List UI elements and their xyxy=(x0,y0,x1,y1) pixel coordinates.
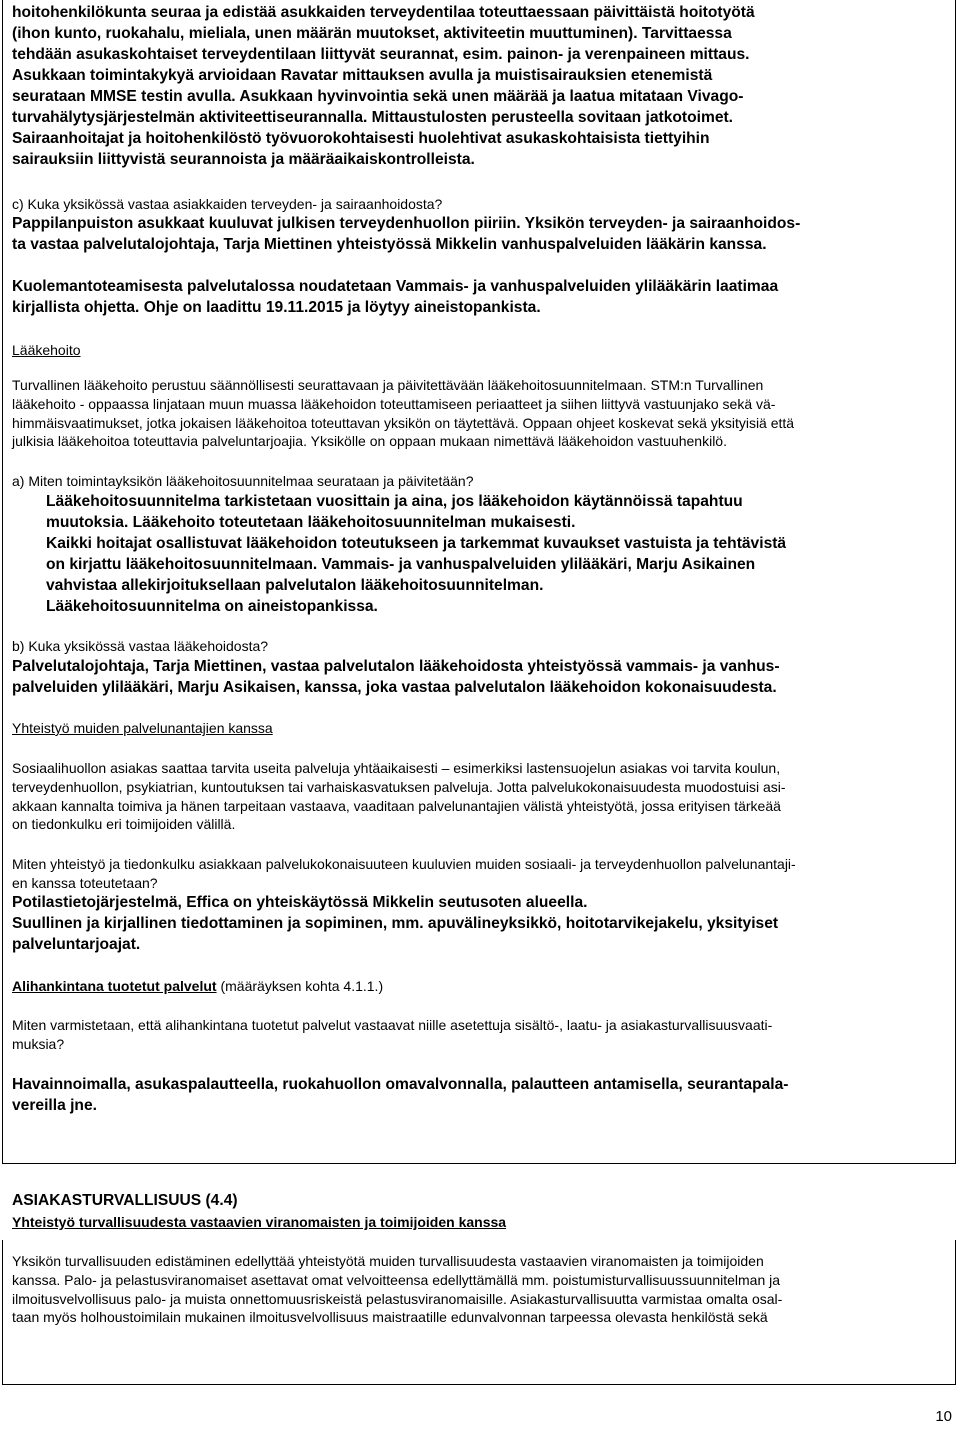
question-subcontracting xyxy=(12,1016,946,1054)
heading-subcontracting xyxy=(12,977,946,996)
question-cooperation xyxy=(12,855,946,893)
text-line: Miten yhteistyö ja tiedonkulku asiakkaan palvelukokonaisuuteen kuuluvien muiden sosiaali- ja terveydenhuollon palvelunantaji- xyxy=(12,856,796,872)
text-line: Asukkaan toimintakykyä arvioidaan Ravatar mittauksen avulla ja muistisairauksien etenemistä xyxy=(12,67,713,84)
text-line: Yksikön turvallisuuden edistäminen edellyttää yhteistyötä muiden turvallisuudesta vastaavien viranomaisten ja toimijoiden xyxy=(12,1253,764,1269)
text-line: Pappilanpuiston asukkaat kuuluvat julkisen terveydenhuollon piiriin. Yksikön terveyden- ja sairaanhoidos- xyxy=(12,215,801,232)
question-b xyxy=(12,637,946,656)
text-line: Palvelutalojohtaja, Tarja Miettinen, vastaa palvelutalon lääkehoidosta yhteistyössä vammais- ja vanhus- xyxy=(12,658,780,675)
text-line: seurataan MMSE testin avulla. Asukkaan hyvinvointia sekä unen määrää ja laatua mitataan Vivago- xyxy=(12,88,744,105)
text-line: Potilastietojärjestelmä, Effica on yhteiskäytössä Mikkelin seutusoten alueella. xyxy=(12,894,588,911)
death-confirmation-paragraph xyxy=(12,276,946,318)
text-line: tehdään asukaskohtaiset terveydentilaan liittyvät seurannat, esim. painon- ja verenpaineen mittaus. xyxy=(12,46,750,63)
heading-safety-cooperation xyxy=(12,1213,946,1232)
question-text: a) Miten toimintayksikön lääkehoitosuunnitelmaa seurataan ja päivitetään? xyxy=(12,473,474,489)
answer-b xyxy=(12,656,946,698)
text-line: Sairaanhoitajat ja hoitohenkilöstö työvuorokohtaisesti huolehtivat asukaskohtaisista tiettyihin xyxy=(12,130,710,147)
section-heading: Alihankintana tuotetut palvelut xyxy=(12,978,217,994)
section-heading-suffix: (määräyksen kohta 4.1.1.) xyxy=(216,978,384,994)
text-line: vahvistaa allekirjoituksellaan palvelutalon lääkehoitosuunnitelman. xyxy=(46,577,544,594)
text-line: Miten varmistetaan, että alihankintana tuotetut palvelut vastaavat niille asetettuja sisältö-, laatu- ja asiakasturvallisuusvaati- xyxy=(12,1017,773,1033)
question-text: c) Kuka yksikössä vastaa asiakkaiden terveyden- ja sairaanhoidosta? xyxy=(12,196,443,212)
section-heading: ASIAKASTURVALLISUUS (4.4) xyxy=(12,1192,238,1209)
text-line: (ihon kunto, ruokahalu, mieliala, unen määrän muutokset, aktiviteetin muuttuminen). Tarvittaessa xyxy=(12,25,732,42)
text-line: akkaan kannalta toimiva ja hänen tarpeitaan vastaava, vaaditaan palvelunantajien välistä yhteistyötä, jossa erityisen tärkeää xyxy=(12,797,781,814)
text-line: kanssa. Palo- ja pelastusviranomaiset asettavat omat velvoitteensa edellyttämällä mm. poistumisturvallisuussuunnitelman ja xyxy=(12,1271,781,1288)
text-line: Turvallinen lääkehoito perustuu säännöllisesti seurattavaan ja päivitettävään lääkehoitosuunnitelmaan. STM:n Turvallinen xyxy=(12,377,764,393)
question-c xyxy=(12,195,946,214)
page-number: 10 xyxy=(935,1408,952,1425)
heading-client-safety xyxy=(12,1192,946,1210)
heading-medication xyxy=(12,341,946,360)
section-heading: Yhteistyö muiden palvelunantajien kanssa xyxy=(12,720,273,736)
text-line: julkisia lääkehoitoa toteuttavia palveluntarjoajia. Yksikölle on oppaan mukaan nimettävä lääkehoidon vastuuhenkilö. xyxy=(12,433,727,450)
text-line: on kirjattu lääkehoitosuunnitelmaan. Vammais- ja vanhuspalveluiden ylilääkäri, Marju Asikainen xyxy=(46,556,756,573)
text-line: muutoksia. Lääkehoito toteutetaan lääkehoitosuunnitelman mukaisesti. xyxy=(46,514,576,531)
text-line: ilmoitusvelvollisuus palo- ja muista onnettomuusriskeistä pelastusviranomaisille. Asiakasturvallisuutta varmistaa omalta osal- xyxy=(12,1290,783,1307)
text-line: taan myös holhoustoimilain mukainen ilmoitusvelvollisuus maistraatille edunvalvonnan tarpeessa olevasta henkilöstä sekä xyxy=(12,1309,768,1326)
text-line: Kuolemantoteamisesta palvelutalossa noudatetaan Vammais- ja vanhuspalveluiden ylilääkärin laatimaa xyxy=(12,278,779,295)
text-line: himmäisvaatimukset, jotka jokaisen lääkehoitoa toteuttavan yksikön on täytettävä. Oppaan ohjeet koskevat sekä yksityisiä että xyxy=(12,414,795,431)
text-line: ta vastaa palvelutalojohtaja, Tarja Miettinen yhteistyössä Mikkelin vanhuspalveluiden lääkärin kanssa. xyxy=(12,236,767,253)
safety-paragraph xyxy=(12,1252,946,1327)
text-line: lääkehoito - oppaassa linjataan muun muassa lääkehoidon toteuttamiseen periaatteet ja siihen liittyvä vastuunjako sekä vä- xyxy=(12,395,776,412)
text-line: hoitohenkilökunta seuraa ja edistää asukkaiden terveydentilaa toteuttaessaan päivittäistä hoitotyötä xyxy=(12,4,755,21)
answer-c xyxy=(12,213,946,255)
heading-cooperation xyxy=(12,719,946,738)
text-line: sairauksiin liittyvistä seurannoista ja määräaikaiskontrolleista. xyxy=(12,151,475,168)
text-line: Lääkehoitosuunnitelma tarkistetaan vuosittain ja aina, jos lääkehoidon käytännöissä tapahtuu xyxy=(46,493,743,510)
answer-subcontracting xyxy=(12,1074,946,1116)
text-line: Havainnoimalla, asukaspalautteella, ruokahuollon omavalvonnalla, palautteen antamisella, seurantapala- xyxy=(12,1076,789,1093)
answer-cooperation xyxy=(12,892,946,955)
cooperation-paragraph xyxy=(12,759,946,834)
medication-paragraph xyxy=(12,376,946,451)
question-a xyxy=(12,472,946,491)
text-line: terveydenhuollon, psykiatrian, kuntoutuksen tai varhaiskasvatuksen palveluja. Jotta palvelukokonaisuudesta muodostuisi asi- xyxy=(12,778,786,795)
text-line: Kaikki hoitajat osallistuvat lääkehoidon toteutukseen ja tarkemmat kuvaukset vastuista ja tehtävistä xyxy=(46,535,787,552)
subsection-heading: Yhteistyö turvallisuudesta vastaavien viranomaisten ja toimijoiden kanssa xyxy=(12,1214,507,1230)
text-line: palveluntarjoajat. xyxy=(12,936,141,953)
text-line: on tiedonkulku eri toimijoiden välillä. xyxy=(12,816,236,833)
text-line: Lääkehoitosuunnitelma on aineistopankissa. xyxy=(46,598,378,615)
text-line: turvahälytysjärjestelmän aktiviteettiseurannalla. Mittaustulosten perusteella sovitaan jatkotoimet. xyxy=(12,109,734,126)
question-text: b) Kuka yksikössä vastaa lääkehoidosta? xyxy=(12,638,269,654)
answer-a xyxy=(46,491,936,617)
section-heading: Lääkehoito xyxy=(12,342,81,358)
text-line: muksia? xyxy=(12,1035,65,1052)
text-line: palveluiden ylilääkäri, Marju Asikaisen, kanssa, joka vastaa palvelutalon lääkehoidon kokonaisuudesta. xyxy=(12,679,777,696)
text-line: kirjallista ohjetta. Ohje on laadittu 19.11.2015 ja löytyy aineistopankista. xyxy=(12,299,541,316)
text-line: Suullinen ja kirjallinen tiedottaminen ja sopiminen, mm. apuvälineyksikkö, hoitotarvikejakelu, yksityiset xyxy=(12,915,779,932)
monitoring-paragraph xyxy=(12,2,946,170)
text-line: en kanssa toteutetaan? xyxy=(12,874,158,891)
text-line: Sosiaalihuollon asiakas saattaa tarvita useita palveluja yhtäaikaisesti – esimerkiksi lastensuojelun asiakas voi tarvita koulun, xyxy=(12,760,781,776)
text-line: vereilla jne. xyxy=(12,1097,97,1114)
